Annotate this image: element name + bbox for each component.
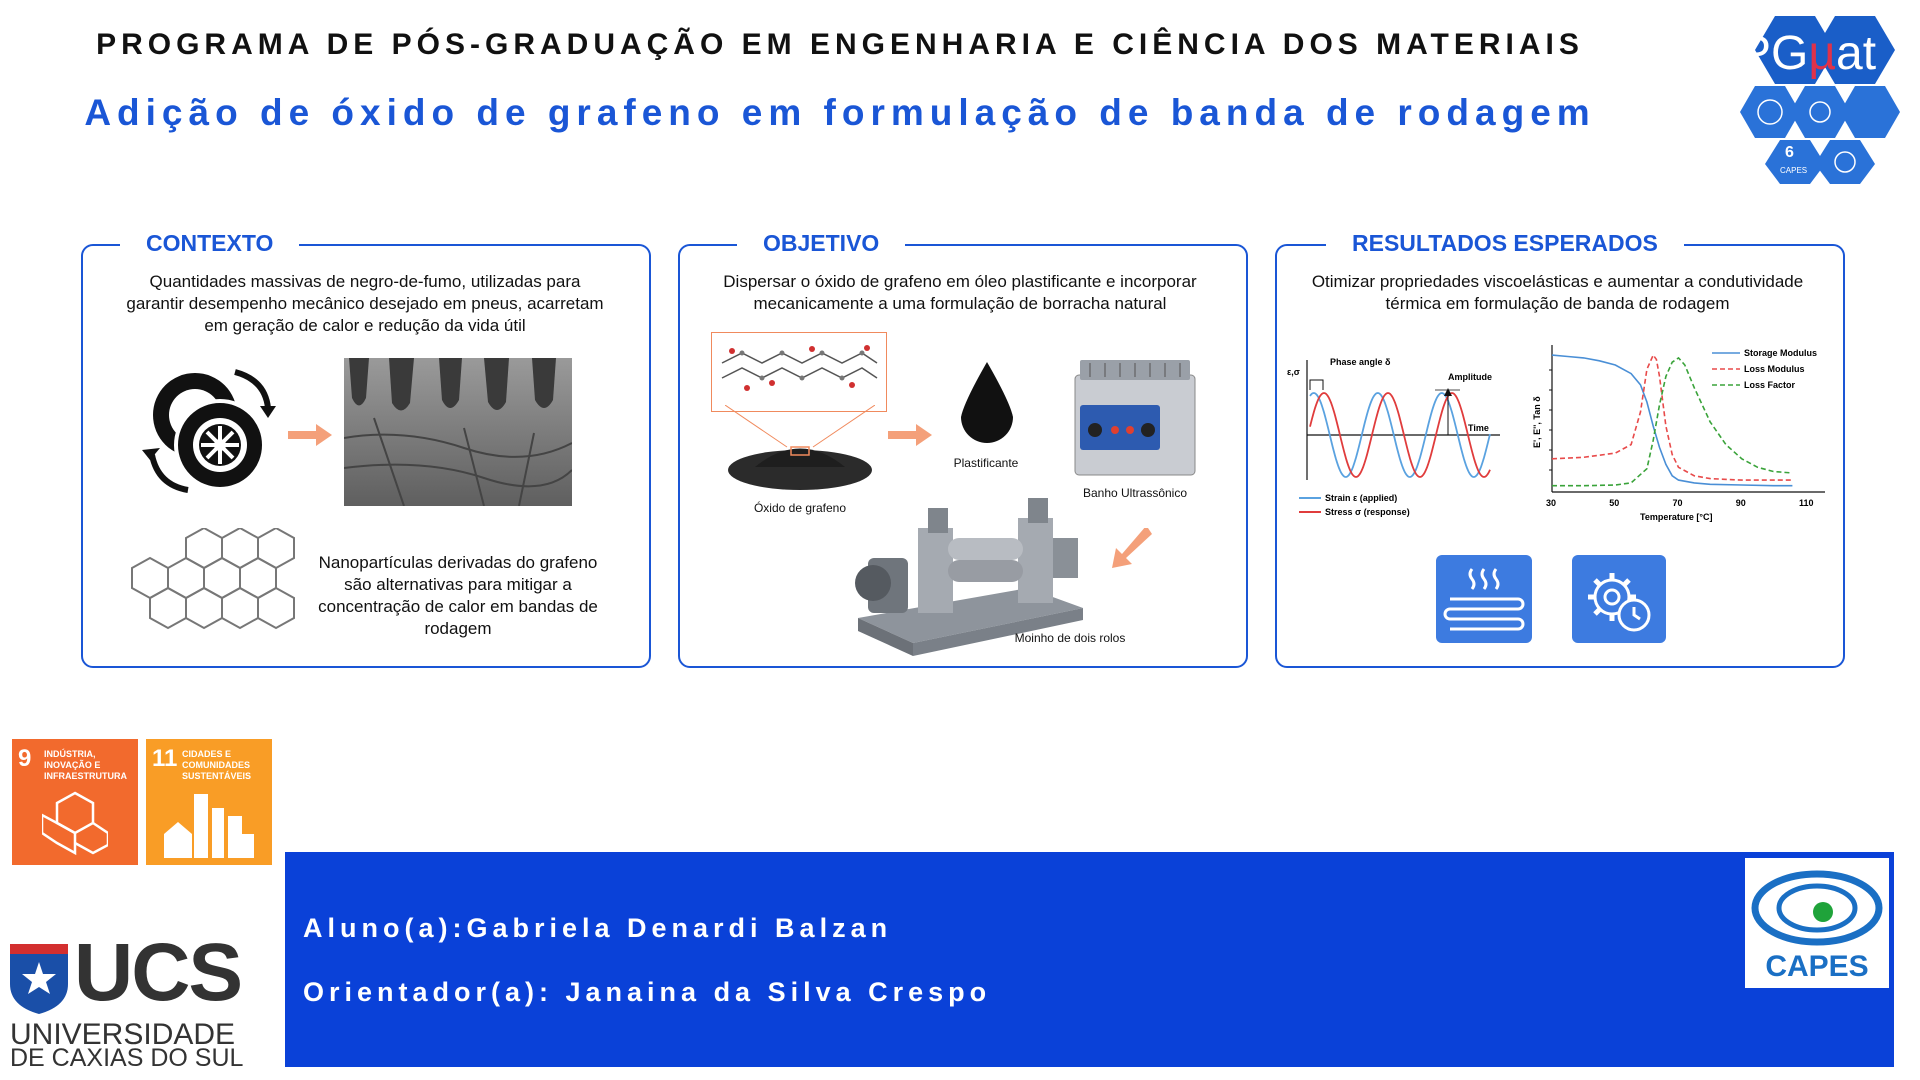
ucs-line1: UNIVERSIDADE [10,1018,236,1051]
resultados-text: Otimizar propriedades viscoelásticas e aumentar a condutividade térmica em formulação de banda de rodagem [1311,272,1804,313]
go-powder [725,405,875,500]
wave-phase-label: Phase angle δ [1330,357,1391,367]
x-tick-label: 50 [1609,498,1620,508]
sdg-9-number: 9 [18,745,32,772]
sdg-11-label: CIDADES E COMUNIDADES SUSTENTÁVEIS [182,749,252,781]
resultados-title: RESULTADOS ESPERADOS [1326,230,1684,257]
pgmat-at: at [1836,27,1877,80]
student-name: Aluno(a):Gabriela Denardi Balzan [303,913,893,943]
sdg-11-tile [146,739,272,865]
wave-time-label: Time [1468,423,1489,433]
ucs-abbr: UCS [74,927,242,1018]
gear-clock-icon [1572,555,1666,643]
ultrasonic-bath-image [1070,355,1200,485]
pgmat-capes: CAPES [1780,166,1808,175]
ucs-line2: DE CAXIAS DO SUL [10,1044,244,1072]
capes-logo [1745,858,1889,988]
wave-legend-stress: Stress σ (response) [1325,507,1410,517]
tires-icon [140,360,280,505]
x-tick-label: 110 [1799,498,1814,508]
heat-transfer-icon [1436,555,1532,643]
legend-label: Loss Factor [1744,380,1796,390]
contexto-text2: Nanopartículas derivadas do grafeno são alternativas para mitigar a concentração de calor em bandas de rodagem [318,553,598,638]
dma-chart [1530,340,1830,535]
pgmat-mu: µ [1808,27,1837,80]
advisor-name: Orientador(a): Janaina da Silva Crespo [303,977,992,1007]
wave-amplitude-label: Amplitude [1448,372,1492,382]
objetivo-title: OBJETIVO [737,230,905,257]
contexto-title: CONTEXTO [120,230,299,257]
caption-mill: Moinho de dois rolos [1014,631,1126,645]
x-tick-label: 90 [1735,498,1746,508]
sdg-9-label: INDÚSTRIA, INOVAÇÃO E INFRAESTRUTURA [44,749,127,781]
pgmat-logo [1735,14,1900,184]
tire-tread-photo [344,358,572,506]
legend-label: Loss Modulus [1744,364,1805,374]
caption-go: Óxido de grafeno [753,501,847,515]
arrow-icon [888,422,932,453]
footer-banner [285,852,1894,1067]
sdg-11-number: 11 [152,745,178,772]
sdg-9-tile [12,739,138,865]
capes-label: CAPES [1765,950,1869,983]
contexto-text: Quantidades massivas de negro-de-fumo, utilizadas para garantir desempenho mecânico desejado em pneus, acarretam em geração de calor e redução da vida útil [126,272,604,335]
program-title: PROGRAMA DE PÓS-GRADUAÇÃO EM ENGENHARIA E CIÊNCIA DOS MATERIAIS [96,28,1584,61]
pgmat-pg: PG [1739,27,1809,80]
objetivo-text: Dispersar o óxido de grafeno em óleo plastificante e incorporar mecanicamente a uma formulação de borracha natural [723,272,1197,313]
wave-legend-strain: Strain ε (applied) [1325,493,1398,503]
go-molecule-box [711,332,887,412]
ucs-logo [10,927,272,1072]
x-tick-label: 30 [1546,498,1557,508]
pgmat-num: 6 [1785,144,1794,161]
x-tick-label: 70 [1672,498,1683,508]
arrow-down-left-icon [1112,528,1152,573]
arrow-icon [288,422,332,453]
wave-ylabel: ε,σ [1287,367,1300,377]
oil-drop-icon [958,362,1016,449]
graphene-sheet-icon [122,528,312,653]
dma-xlabel: Temperature [°C] [1640,512,1713,522]
phase-wave-diagram [1285,340,1510,535]
caption-bath: Banho Ultrassônico [1082,486,1188,500]
legend-label: Storage Modulus [1744,348,1818,358]
series-line-2 [1552,358,1792,486]
poster-title: Adição de óxido de grafeno em formulação de banda de rodagem [84,92,1596,133]
dma-ylabel: E', E'', Tan δ [1532,396,1542,448]
caption-plastificante: Plastificante [953,456,1019,470]
